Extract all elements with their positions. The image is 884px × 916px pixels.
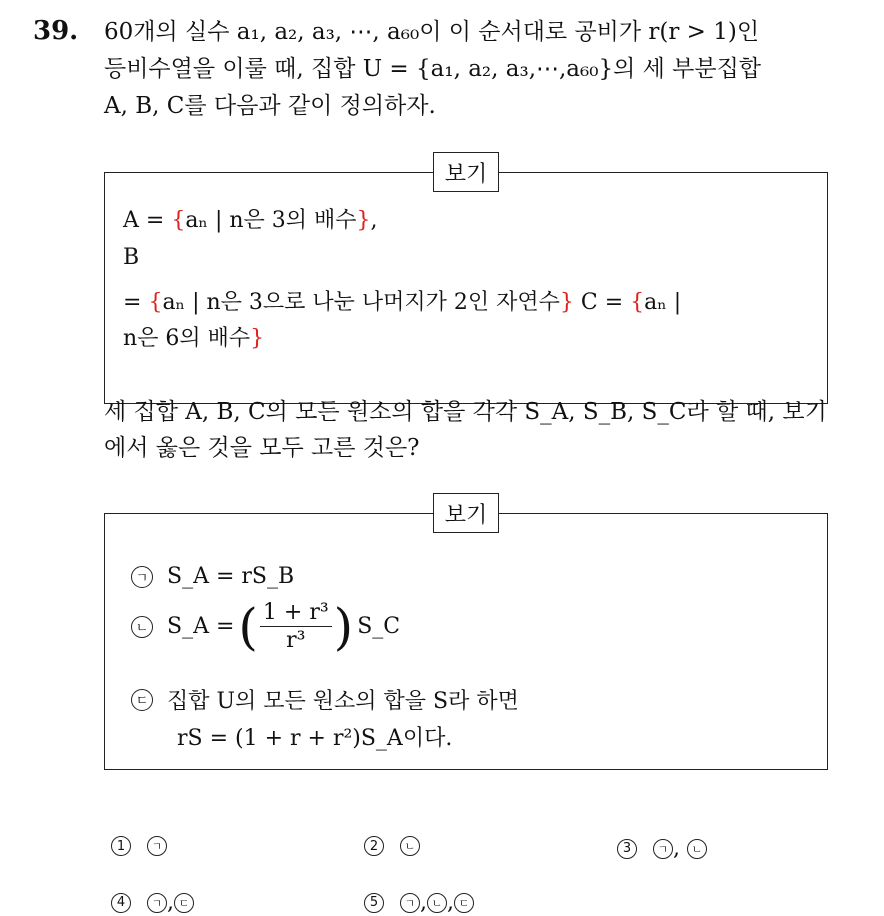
- fraction-numerator: 1 + r³: [260, 600, 332, 627]
- statement-text-post: S_C: [357, 614, 401, 639]
- choice-marker: ㄱ: [653, 839, 673, 859]
- definition-set-c: n은 6의 배수}: [123, 326, 265, 351]
- choice-number: 1: [111, 836, 131, 856]
- statements-box: [104, 502, 828, 770]
- choice-3[interactable]: 3 ㄱ , ㄴ: [617, 836, 707, 861]
- statement-c: [131, 684, 519, 715]
- prompt-line-2: 에서 옳은 것을 모두 고른 것은?: [104, 435, 420, 461]
- definition-set-a: A = {aₙ | n은 3의 배수},: [123, 208, 378, 233]
- definition-set-b: = {aₙ | n은 3으로 나눈 나머지가 2인 자연수} C = {aₙ |: [123, 290, 682, 315]
- fraction: ( $\frac{\text{1 + r³}}{\text{r³}}$ ): [238, 597, 354, 656]
- stem-line-3: A, B, C를 다음과 같이 정의하자.: [104, 93, 436, 119]
- fraction-denominator: r³: [286, 628, 306, 653]
- choice-marker: ㄴ: [427, 893, 447, 913]
- statement-marker: ㄷ: [131, 689, 153, 711]
- statement-marker: ㄱ: [131, 566, 153, 588]
- statement-text-pre: S_A =: [167, 614, 235, 639]
- choice-marker: ㄷ: [454, 893, 474, 913]
- prompt-line-1: 세 집합 A, B, C의 모든 원소의 합을 각각 S_A, S_B, S_C라 할 때, 보기: [104, 399, 827, 425]
- choice-2[interactable]: [364, 836, 420, 856]
- choice-marker: ㄱ: [147, 893, 167, 913]
- choice-marker: ㄷ: [174, 893, 194, 913]
- statement-text: S_A = rS_B: [167, 564, 295, 589]
- choice-5[interactable]: 5 ㄱ , ㄴ , ㄷ: [364, 890, 474, 915]
- choice-number: 4: [111, 893, 131, 913]
- choice-number: 2: [364, 836, 384, 856]
- definition-box-title: 보기: [433, 152, 499, 192]
- statement-text: 집합 U의 모든 원소의 합을 S라 하면: [167, 689, 519, 714]
- stem-line-1: 60개의 실수 a₁, a₂, a₃, ⋯, a₆₀이 이 순서대로 공비가 r(r > 1)인: [104, 19, 760, 45]
- definition-set-b-label: B: [123, 245, 140, 270]
- choice-number: 3: [617, 839, 637, 859]
- question-prompt: [104, 394, 864, 466]
- question-stem: [104, 14, 864, 125]
- stem-line-2: 등비수열을 이룰 때, 집합 U = {a₁, a₂, a₃,⋯,a₆₀}의 세 부분집합: [104, 56, 762, 82]
- choice-1[interactable]: [111, 836, 167, 856]
- choice-4[interactable]: 4 ㄱ , ㄷ: [111, 890, 194, 915]
- statement-a: [131, 564, 294, 589]
- choice-marker: ㄴ: [400, 836, 420, 856]
- choice-number: 5: [364, 893, 384, 913]
- question-number: 39.: [33, 16, 79, 46]
- choice-marker: ㄱ: [400, 893, 420, 913]
- choice-marker: ㄴ: [687, 839, 707, 859]
- statement-c-line2: rS = (1 + r + r²)S_A이다.: [177, 726, 453, 751]
- statement-marker: ㄴ: [131, 616, 153, 638]
- definition-box: [104, 161, 828, 404]
- statements-box-title: 보기: [433, 493, 499, 533]
- statement-b: [131, 597, 401, 656]
- choice-marker: ㄱ: [147, 836, 167, 856]
